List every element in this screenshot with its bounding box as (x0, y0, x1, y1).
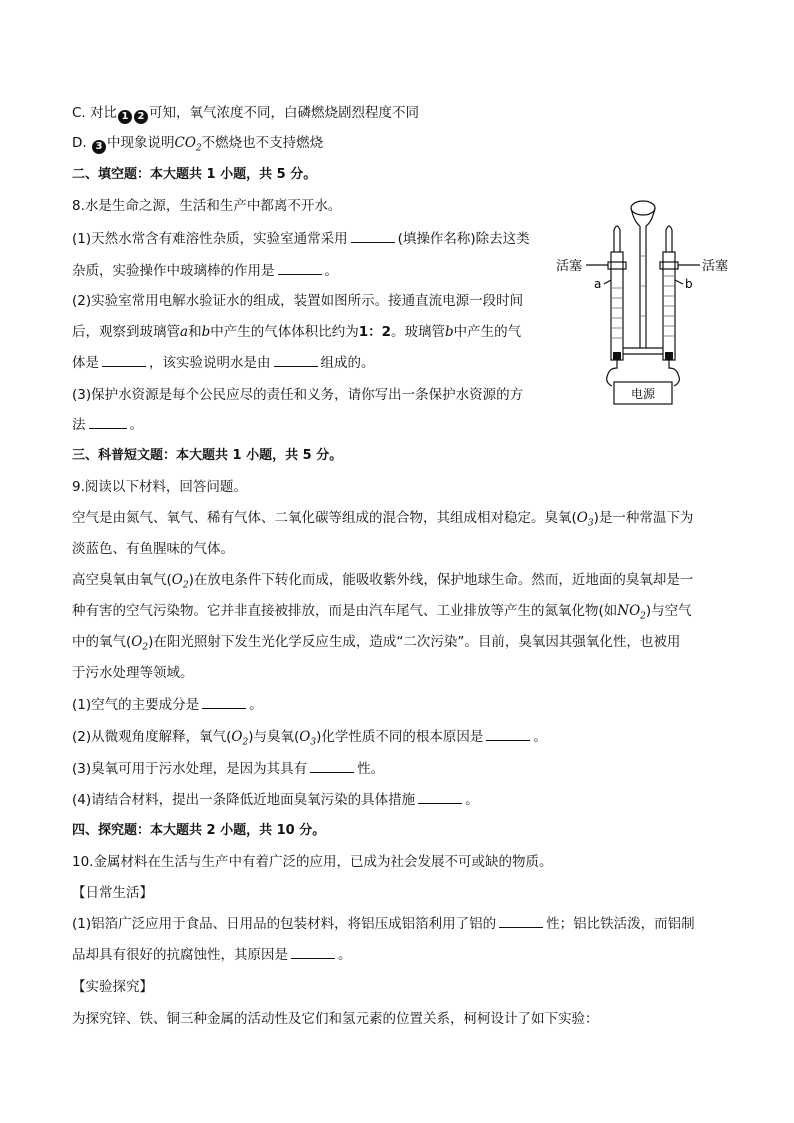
answer-blank[interactable] (291, 946, 335, 959)
power-supply-label: 电源 (630, 387, 656, 401)
q9-question4: (4)请结合材料，提出一条降低近地面臭氧污染的具体措施 。 (72, 792, 479, 808)
q9-paragraph1-line1: 空气是由氮气、氧气、稀有气体、二氧化碳等组成的混合物，其组成相对稳定。臭氧$(O_3)$是一种常温下为 (72, 510, 694, 529)
q10-part1-line1: (1)铝箔广泛应用于食品、日用品的包装材料，将铝压成铝箔利用了铝的 性；铝比铁活泼，而铝制 (72, 916, 695, 932)
option-d: D. 3 中现象说明$CO_2$不燃烧也不支持燃烧 (72, 135, 324, 154)
electrolysis-apparatus-diagram (550, 196, 740, 410)
answer-blank[interactable] (499, 915, 543, 928)
section-heading: 四、探究题：本大题共 2 小题，共 10 分。 (72, 823, 326, 838)
q9-paragraph2-line3: 中的氧气$(O_2)$在阳光照射下发生光化学反应生成，造成“二次污染”。目前，臭氧因其强氧化性，也被用 (72, 634, 681, 653)
q9-question3: (3)臭氧可用于污水处理，是因为其具有 性。 (72, 761, 385, 777)
q9-question1: (1)空气的主要成分是 。 (72, 697, 263, 713)
subheading-daily-life: 【日常生活】 (72, 885, 153, 901)
answer-blank[interactable] (278, 262, 322, 275)
answer-blank[interactable] (486, 728, 530, 741)
section-heading: 二、填空题：本大题共 1 小题，共 5 分。 (72, 167, 317, 182)
answer-blank[interactable] (102, 354, 146, 367)
question-8-stem: 8.水是生命之源，生活和生产中都离不开水。 (72, 198, 342, 214)
q9-question2: (2)从微观角度解释，氧气$(O_2)$与臭氧$(O_3)$化学性质不同的根本原因是 。 (72, 729, 547, 748)
answer-blank[interactable] (310, 760, 354, 773)
q10-part1-line2: 品却具有很好的抗腐蚀性，其原因是 。 (72, 947, 352, 963)
q9-paragraph2-line2: 种有害的空气污染物。它并非直接被排放，而是由汽车尾气、工业排放等产生的氮氧化物(如$NO_2$)与空气 (72, 603, 692, 622)
tube-b-label: b (685, 277, 693, 291)
circled-number: 1 (118, 110, 132, 124)
question-9-stem: 9.阅读以下材料，回答问题。 (72, 479, 247, 495)
subheading-experiment: 【实验探究】 (72, 979, 153, 995)
answer-blank[interactable] (89, 416, 127, 429)
q8-part3-line2: 法 。 (72, 417, 143, 433)
stopcock-label-right: 活塞 (702, 259, 729, 274)
formula: CO (174, 135, 196, 151)
circled-number: 3 (92, 140, 106, 154)
answer-blank[interactable] (202, 696, 246, 709)
q8-part3-line1: (3)保护水资源是每个公民应尽的责任和义务，请你写出一条保护水资源的方 (72, 387, 524, 403)
question-10-stem: 10.金属材料在生活与生产中有着广泛的应用，已成为社会发展不可或缺的物质。 (72, 854, 553, 870)
answer-blank[interactable] (418, 791, 462, 804)
stopcock-label-left: 活塞 (556, 259, 583, 274)
answer-blank[interactable] (274, 354, 318, 367)
q9-paragraph2-line4: 于污水处理等领域。 (72, 665, 194, 681)
q8-part1-line1: (1)天然水常含有难溶性杂质，实验室通常采用 (填操作名称)除去这类 (72, 231, 530, 247)
tube-a-label: a (594, 277, 602, 291)
section-heading: 三、科普短文题：本大题共 1 小题，共 5 分。 (72, 448, 343, 463)
q9-paragraph1-line2: 淡蓝色、有鱼腥味的气体。 (72, 541, 234, 557)
answer-blank[interactable] (351, 230, 395, 243)
q8-part2-line1: (2)实验室常用电解水验证水的组成，装置如图所示。接通直流电源一段时间 (72, 293, 524, 309)
option-c: C. 对比 1 2 可知，氧气浓度不同，白磷燃烧剧烈程度不同 (72, 105, 420, 122)
q9-paragraph2-line1: 高空臭氧由氧气$(O_2)$在放电条件下转化而成，能吸收紫外线，保护地球生命。然而，近地面的臭氧却是一 (72, 572, 694, 591)
q8-part2-line2: 后，观察到玻璃管a和b中产生的气体体积比约为1：2。玻璃管b中产生的气 (72, 324, 522, 340)
q10-part2-text: 为探究锌、铁、铜三种金属的活动性及它们和氢元素的位置关系，柯柯设计了如下实验： (72, 1011, 599, 1027)
q8-part1-line2: 杂质，实验操作中玻璃棒的作用是 。 (72, 263, 338, 279)
q8-part2-line3: 体是 ，该实验说明水是由 组成的。 (72, 355, 375, 371)
circled-number: 2 (134, 110, 148, 124)
